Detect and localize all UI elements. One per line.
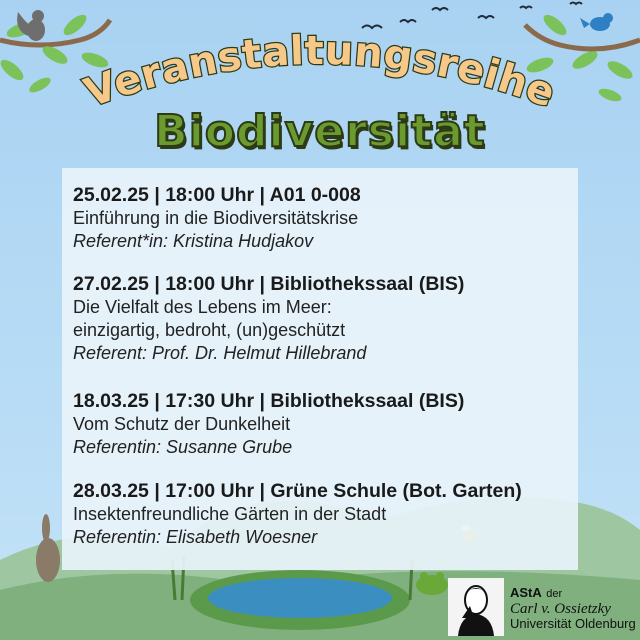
logo-signature: Carl v. Ossietzky: [510, 601, 611, 617]
event-speaker: Referentin: Susanne Grube: [73, 437, 293, 457]
event-title: Insektenfreundliche Gärten in der Stadt: [73, 504, 387, 524]
event-item: [73, 389, 573, 459]
ossietzky-portrait-icon: [448, 578, 504, 636]
event-heading: 28.03.25 | 17:00 Uhr | Grüne Schule (Bot. Garten): [73, 480, 522, 502]
event-item: [73, 183, 573, 253]
logo-der: der: [546, 588, 563, 600]
event-speaker: Referentin: Elisabeth Woesner: [73, 527, 318, 547]
frog-icon: [416, 572, 448, 595]
event-title-line-2: einzigartig, bedroht, (un)geschützt: [73, 320, 346, 340]
event-title: Einführung in die Biodiversitätskrise: [73, 208, 359, 228]
event-item: [73, 272, 573, 365]
event-title: Die Vielfalt des Lebens im Meer:: [73, 297, 332, 317]
rabbit-icon: [36, 514, 60, 582]
event-speaker: Referent: Prof. Dr. Helmut Hillebrand: [73, 343, 367, 363]
svg-text:Veranstaltungsreihe: [79, 28, 562, 117]
logo-university: Universität Oldenburg: [510, 616, 636, 631]
event-heading: 27.02.25 | 18:00 Uhr | Bibliothekssaal (BIS): [73, 273, 465, 295]
event-heading: 25.02.25 | 18:00 Uhr | A01 0-008: [73, 184, 361, 206]
page-subtitle: Biodiversität: [154, 106, 486, 157]
event-heading: 18.03.25 | 17:30 Uhr | Bibliothekssaal (BIS): [73, 390, 465, 412]
page-title: Veranstaltungsreihe: [78, 27, 562, 117]
event-item: [73, 479, 573, 549]
event-speaker: Referent*in: Kristina Hudjakov: [73, 231, 314, 251]
logo-asta: AStA: [510, 585, 542, 600]
event-title: Vom Schutz der Dunkelheit: [73, 414, 291, 434]
asta-logo: [448, 578, 636, 638]
